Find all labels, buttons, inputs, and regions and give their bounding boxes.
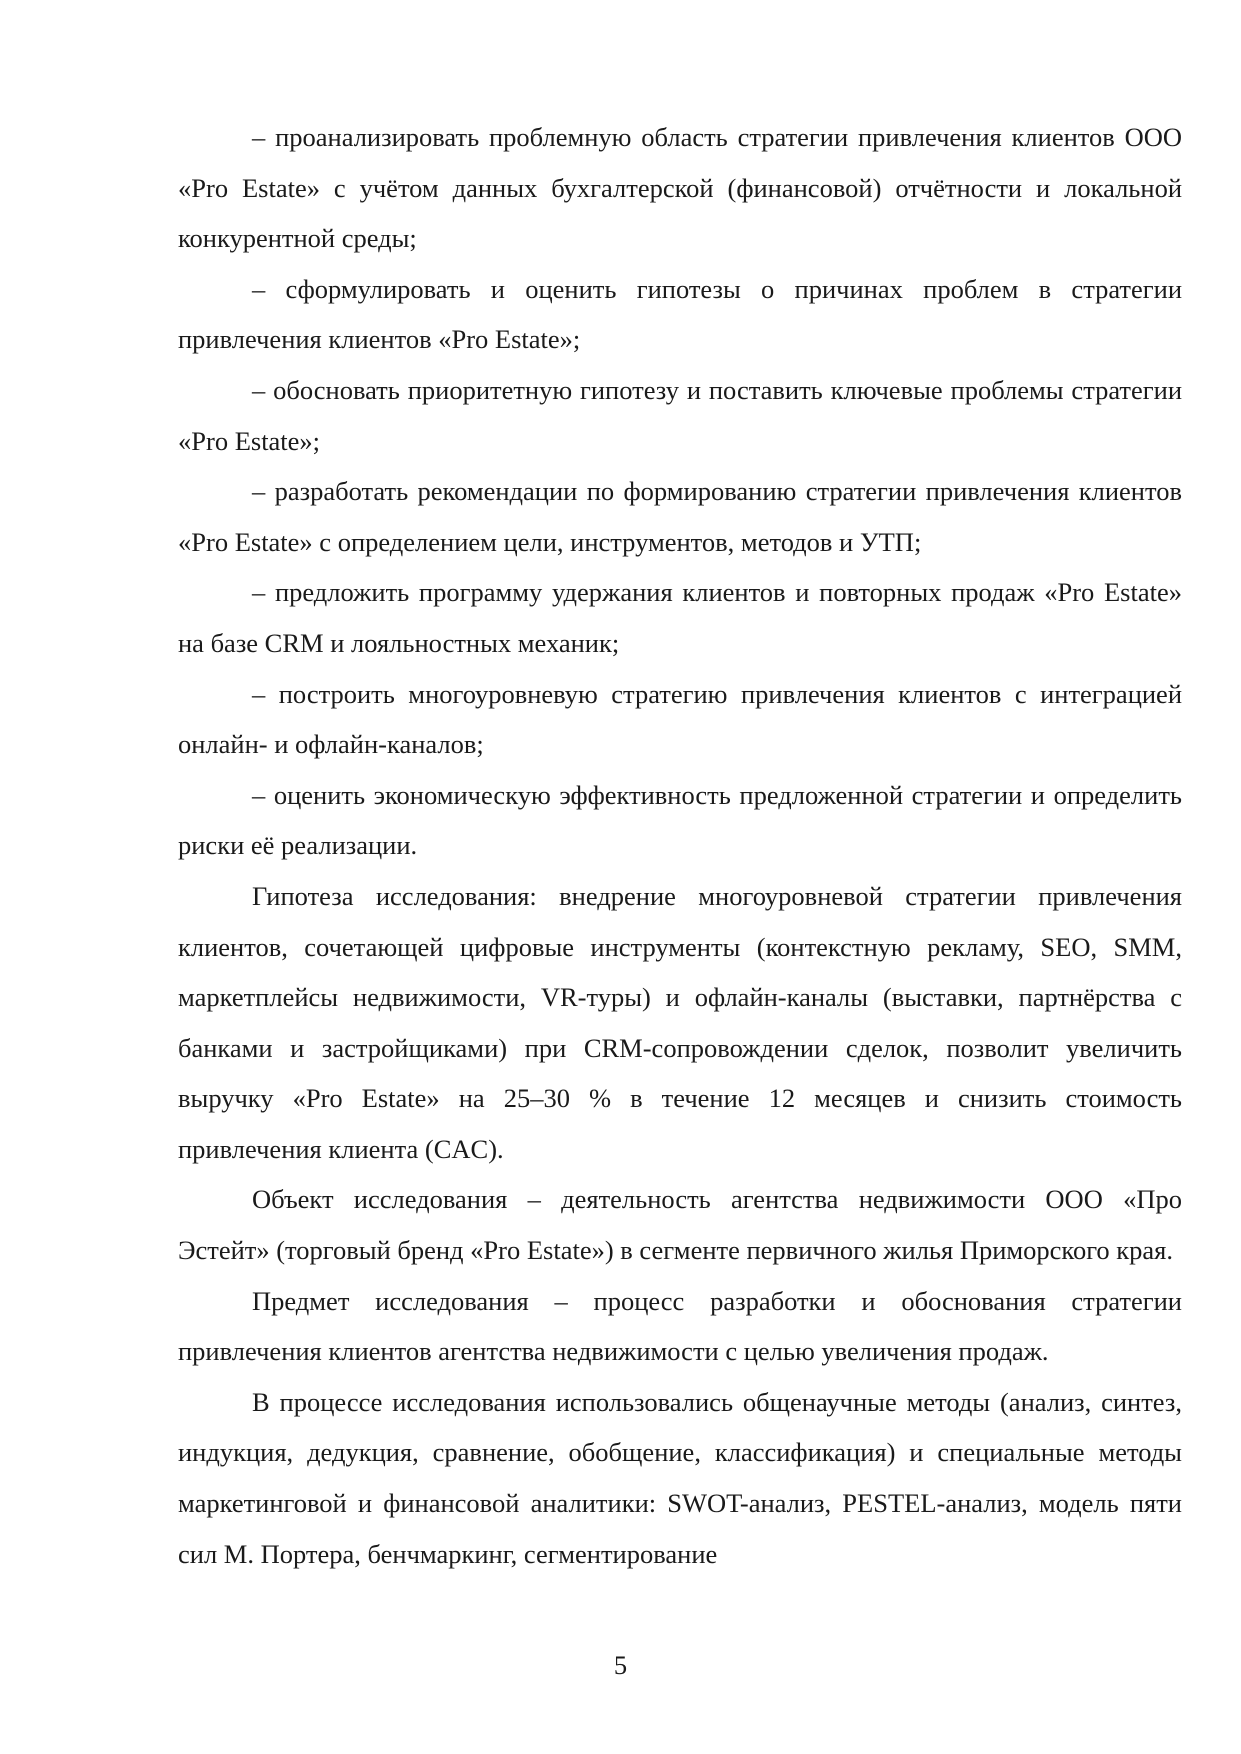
task-economic-efficiency: – оценить экономическую эффективность предложенной стратегии и определить риски её реализации.	[178, 779, 1182, 861]
research-hypothesis: Гипотеза исследования: внедрение многоуровневой стратегии привлечения клиентов, сочетающей цифровые инструменты (контекстную рекламу, SEO, SMM, маркетплейсы недвижимости, VR-туры) и офлайн-каналы (выставки, партнёрства с банками и застройщиками) при CRM-сопровождении сделок, позволит увеличить выручку «Pro Estate» на 25–30 % в течение 12 месяцев и снизить стоимость привлечения клиента (CAC).	[178, 880, 1182, 1164]
task-analyze-problem-area: – проанализировать проблемную область стратегии привлечения клиентов ООО «Pro Estate» с учётом данных бухгалтерской (финансовой) отчётности и локальной конкурентной среды;	[178, 122, 1182, 254]
task-develop-recommendations: – разработать рекомендации по формированию стратегии привлечения клиентов «Pro Estate» с определением цели, инструментов, методов и УТП;	[178, 476, 1182, 557]
research-subject: Предмет исследования – процесс разработки и обоснования стратегии привлечения клиентов агентства недвижимости с целью увеличения продаж.	[178, 1285, 1182, 1367]
task-retention-program: – предложить программу удержания клиентов и повторных продаж «Pro Estate» на базе CRM и лояльностных механик;	[178, 577, 1182, 658]
body-text	[178, 112, 1182, 1579]
research-methods: В процессе исследования использовались общенаучные методы (анализ, синтез, индукция, дедукция, сравнение, обобщение, классификация) и специальные методы маркетинговой и финансовой аналитики: SWOT-анализ, PESTEL-анализ, модель пяти сил М. Портера, бенчмаркинг, сегментирование	[178, 1386, 1182, 1569]
task-multilevel-strategy: – построить многоуровневую стратегию привлечения клиентов с интеграцией онлайн- и офлайн-каналов;	[178, 678, 1182, 760]
research-object: Объект исследования – деятельность агентства недвижимости ООО «Про Эстейт» (торговый бренд «Pro Estate») в сегменте первичного жилья Приморского края.	[178, 1184, 1182, 1266]
task-formulate-hypotheses: – сформулировать и оценить гипотезы о причинах проблем в стратегии привлечения клиентов «Pro Estate»;	[178, 273, 1182, 355]
page-number: 5	[613, 1650, 628, 1680]
task-justify-priority-hypothesis: – обосновать приоритетную гипотезу и поставить ключевые проблемы стратегии «Pro Estate»;	[178, 374, 1182, 456]
